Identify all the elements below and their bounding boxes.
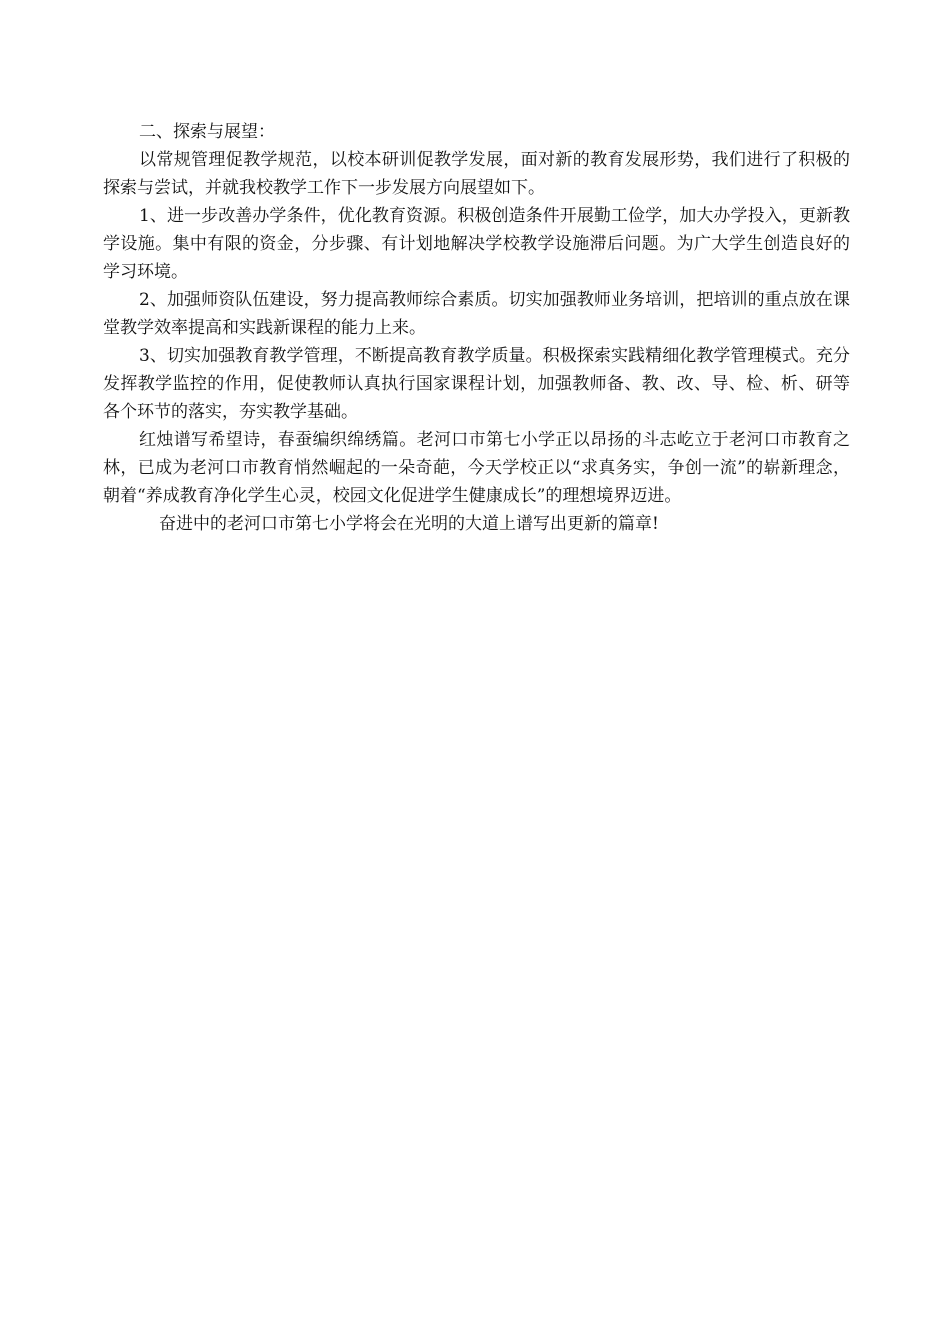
paragraph-item-1: 1、进一步改善办学条件，优化教育资源。积极创造条件开展勤工俭学，加大办学投入，更新教学设施。集中有限的资金，分步骤、有计划地解决学校教学设施滞后问题。为广大学生创造良好的学习环境。	[103, 206, 850, 282]
document-body	[103, 118, 850, 538]
paragraph-vision: 红烛谱写希望诗，春蚕编织绵绣篇。老河口市第七小学正以昂扬的斗志屹立于老河口市教育之林，已成为老河口市教育悄然崛起的一朵奇葩，今天学校正以“求真务实，争创一流”的崭新理念，朝着“养成教育净化学生心灵，校园文化促进学生健康成长”的理想境界迈进。	[103, 430, 850, 506]
paragraph-intro: 以常规管理促教学规范，以校本研训促教学发展，面对新的教育发展形势，我们进行了积极的探索与尝试，并就我校教学工作下一步发展方向展望如下。	[103, 150, 850, 198]
paragraph-closing: 奋进中的老河口市第七小学将会在光明的大道上谱写出更新的篇章!	[159, 514, 659, 534]
section-heading: 二、探索与展望：	[139, 122, 275, 142]
paragraph-item-2: 2、加强师资队伍建设，努力提高教师综合素质。切实加强教师业务培训，把培训的重点放在课堂教学效率提高和实践新课程的能力上来。	[103, 290, 850, 338]
paragraph-item-3: 3、切实加强教育教学管理，不断提高教育教学质量。积极探索实践精细化教学管理模式。充分发挥教学监控的作用，促使教师认真执行国家课程计划，加强教师备、教、改、导、检、析、研等各个环节的落实，夯实教学基础。	[103, 346, 850, 422]
